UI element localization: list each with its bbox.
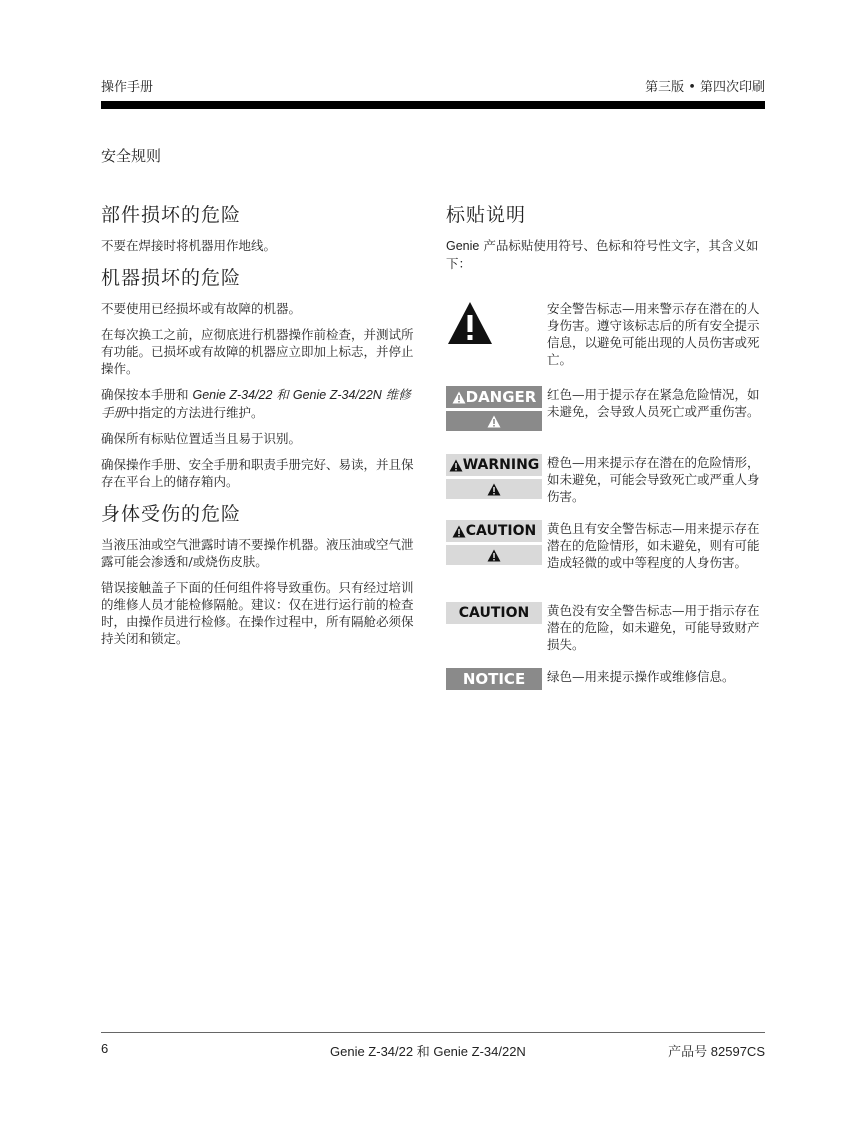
caution-alert-badge-label: CAUTION bbox=[465, 523, 537, 539]
machine-damage-text-3 bbox=[101, 386, 423, 421]
caution-text: 黄色没有安全警告标志—用于指示存在潜在的危险，如未避免，可能导致财产损失。 bbox=[547, 603, 760, 652]
header-edition: 第三版 • 第四次印刷 bbox=[645, 80, 765, 95]
text-run: 和 bbox=[272, 387, 293, 402]
brand-name: Genie bbox=[446, 239, 480, 253]
caution-badge-header bbox=[446, 602, 542, 624]
machine-damage-text-1: 不要使用已经损坏或有故障的机器。 bbox=[101, 301, 302, 316]
warning-text: 橙色—用来提示存在潜在的危险情形，如未避免，可能会导致死亡或严重人身伤害。 bbox=[547, 455, 760, 504]
alert-triangle-icon bbox=[487, 483, 501, 496]
alert-triangle-icon bbox=[487, 549, 501, 562]
safety-alert-icon bbox=[446, 300, 494, 346]
model-name: Genie Z-34/22 bbox=[192, 388, 273, 402]
caution-alert-text: 黄色且有安全警告标志—用来提示存在潜在的危险情形，如未避免，则有可能造成轻微的或中等程度的人身伤害。 bbox=[547, 521, 760, 570]
danger-badge-symbol bbox=[446, 411, 542, 431]
label-legend-heading: 标贴说明 bbox=[446, 204, 527, 226]
caution-alert-badge bbox=[446, 520, 542, 565]
danger-text: 红色—用于提示存在紧急危险情况，如未避免，会导致人员死亡或严重伤害。 bbox=[547, 387, 760, 419]
alert-triangle-icon bbox=[487, 415, 501, 428]
footer-rule bbox=[101, 1032, 765, 1033]
header-manual-title: 操作手册 bbox=[101, 80, 154, 95]
text-run: 中指定的方法进行维护。 bbox=[126, 405, 264, 420]
notice-badge bbox=[446, 668, 542, 690]
alert-triangle-icon bbox=[452, 525, 466, 538]
safety-alert-text: 安全警告标志—用来警示存在潜在的人身伤害。遵守该标志后的所有安全提示信息，以避免可能出现的人员伤害或死亡。 bbox=[547, 301, 760, 367]
right-column bbox=[446, 200, 768, 688]
caution-badge bbox=[446, 602, 542, 624]
danger-badge-label: DANGER bbox=[465, 388, 537, 406]
caution-badge-label: CAUTION bbox=[458, 605, 530, 621]
page-number: 6 bbox=[101, 1041, 109, 1056]
notice-text: 绿色—用来提示操作或维修信息。 bbox=[547, 669, 735, 684]
warning-badge-header bbox=[446, 454, 542, 476]
manual-name: 维修手册 bbox=[101, 387, 411, 420]
left-column bbox=[101, 200, 423, 656]
model-name: Genie Z-34/22N bbox=[292, 388, 382, 402]
danger-badge bbox=[446, 386, 542, 431]
warning-badge bbox=[446, 454, 542, 499]
label-legend-intro bbox=[446, 237, 768, 272]
section-title: 安全规则 bbox=[101, 147, 162, 165]
footer-part-number: 产品号 82597CS bbox=[668, 1044, 765, 1059]
footer-model: Genie Z-34/22 和 Genie Z-34/22N bbox=[330, 1044, 526, 1059]
machine-damage-heading: 机器损坏的危险 bbox=[101, 267, 242, 289]
machine-damage-text-2: 在每次换工之前，应彻底进行机器操作前检查，并测试所有功能。已损坏或有故障的机器应立即加上标志，并停止操作。 bbox=[101, 327, 414, 376]
injury-text-1: 当液压油或空气泄露时请不要操作机器。液压油或空气泄露可能会渗透和/或烧伤皮肤。 bbox=[101, 537, 414, 569]
injury-heading: 身体受伤的危险 bbox=[101, 503, 242, 525]
warning-badge-symbol bbox=[446, 479, 542, 499]
machine-damage-text-5: 确保操作手册、安全手册和职责手册完好、易读，并且保存在平台上的储存箱内。 bbox=[101, 457, 414, 489]
alert-triangle-icon bbox=[449, 459, 463, 472]
component-damage-text: 不要在焊接时将机器用作地线。 bbox=[101, 238, 277, 253]
header-rule bbox=[101, 101, 765, 109]
machine-damage-text-4: 确保所有标贴位置适当且易于识别。 bbox=[101, 431, 302, 446]
alert-triangle-icon bbox=[452, 391, 466, 404]
danger-badge-header bbox=[446, 386, 542, 408]
notice-badge-header bbox=[446, 668, 542, 690]
warning-badge-label: WARNING bbox=[462, 457, 540, 473]
text-run: 产品标贴使用符号、色标和符号性文字，其含义如下： bbox=[446, 238, 759, 271]
caution-alert-badge-symbol bbox=[446, 545, 542, 565]
text-run: 确保按本手册和 bbox=[101, 387, 193, 402]
component-damage-heading: 部件损坏的危险 bbox=[101, 204, 242, 226]
notice-badge-label: NOTICE bbox=[462, 670, 526, 688]
caution-alert-badge-header bbox=[446, 520, 542, 542]
injury-text-2: 错误接触盖子下面的任何组件将导致重伤。只有经过培训的维修人员才能检修隔舱。建议：仅在进行运行前的检查时，由操作员进行检修。在操作过程中，所有隔舱必须保持关闭和锁定。 bbox=[101, 580, 414, 646]
